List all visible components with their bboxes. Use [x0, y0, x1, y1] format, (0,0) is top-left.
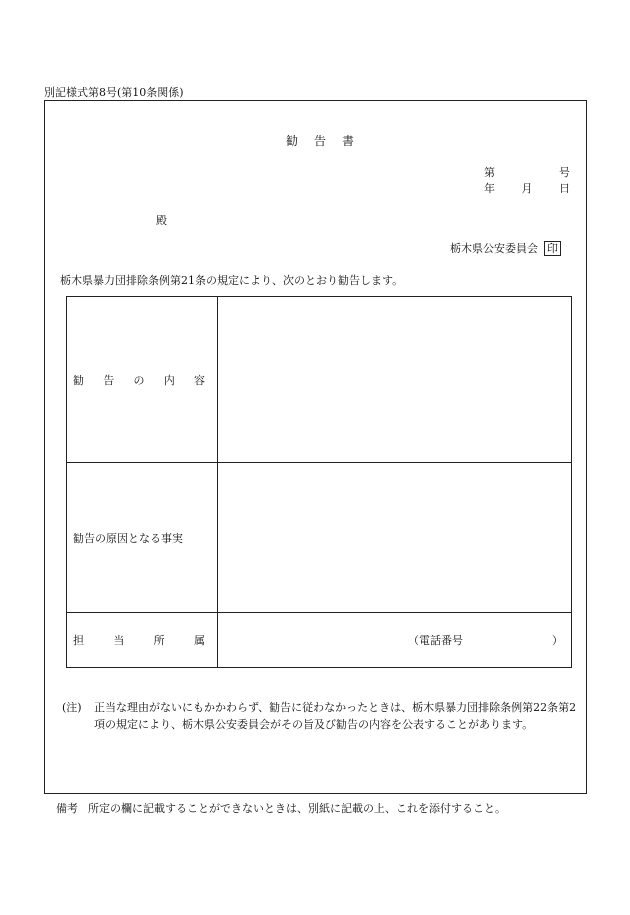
- recommendation-content-field[interactable]: [218, 297, 572, 463]
- label-char: 勧: [73, 373, 84, 387]
- cause-facts-label: [67, 463, 218, 613]
- note-head: (注): [62, 701, 82, 714]
- label-char: 容: [194, 373, 205, 387]
- note: [62, 699, 582, 733]
- cause-facts-label-text: 勧告の原因となる事実: [73, 531, 183, 545]
- table-row: [67, 297, 572, 463]
- document-number-line: [484, 164, 570, 180]
- remarks: [56, 800, 506, 816]
- label-char: 属: [193, 634, 205, 647]
- label-char: 当: [113, 634, 125, 647]
- label-char: 担: [73, 634, 84, 647]
- form-header-label: 別記様式第8号(第10条関係): [44, 86, 184, 99]
- date-line: [484, 180, 570, 196]
- issuer-name: 栃木県公安委員会: [450, 242, 538, 255]
- phone-number-label: （電話番号: [408, 634, 463, 647]
- label-char: 所: [153, 634, 165, 647]
- phone-number-close: ）: [552, 634, 563, 647]
- department-field[interactable]: [218, 613, 572, 668]
- recommendation-content-label: [67, 297, 218, 463]
- cause-facts-field[interactable]: [218, 463, 572, 613]
- label-char: 内: [163, 373, 175, 387]
- label-char: 告: [103, 373, 115, 387]
- table-row: [67, 463, 572, 613]
- remarks-head: 備考: [56, 802, 78, 815]
- document-number-prefix: 第: [484, 166, 495, 179]
- document-title: 勧 告 書: [286, 134, 357, 148]
- date-year: 年: [484, 182, 495, 195]
- date-month: 月: [521, 182, 533, 195]
- document-number-suffix: 号: [559, 166, 570, 179]
- recommendation-table: [66, 296, 572, 668]
- date-day: 日: [559, 182, 570, 195]
- addressee-suffix: 殿: [156, 214, 167, 227]
- seal-mark: 印: [544, 241, 561, 256]
- note-body: 正当な理由がないにもかかわらず、勧告に従わなかったときは、栃木県暴力団排除条例第22条第2項の規定により、栃木県公安委員会がその旨及び勧告の内容を公表することがあります。: [94, 701, 577, 731]
- table-row: [67, 613, 572, 668]
- department-label: [67, 613, 218, 668]
- issuer-line: [450, 240, 561, 256]
- intro-text: 栃木県暴力団排除条例第21条の規定により、次のとおり勧告します。: [60, 274, 404, 287]
- remarks-body: 所定の欄に記載することができないときは、別紙に記載の上、これを添付すること。: [88, 802, 506, 815]
- label-char: の: [133, 373, 145, 387]
